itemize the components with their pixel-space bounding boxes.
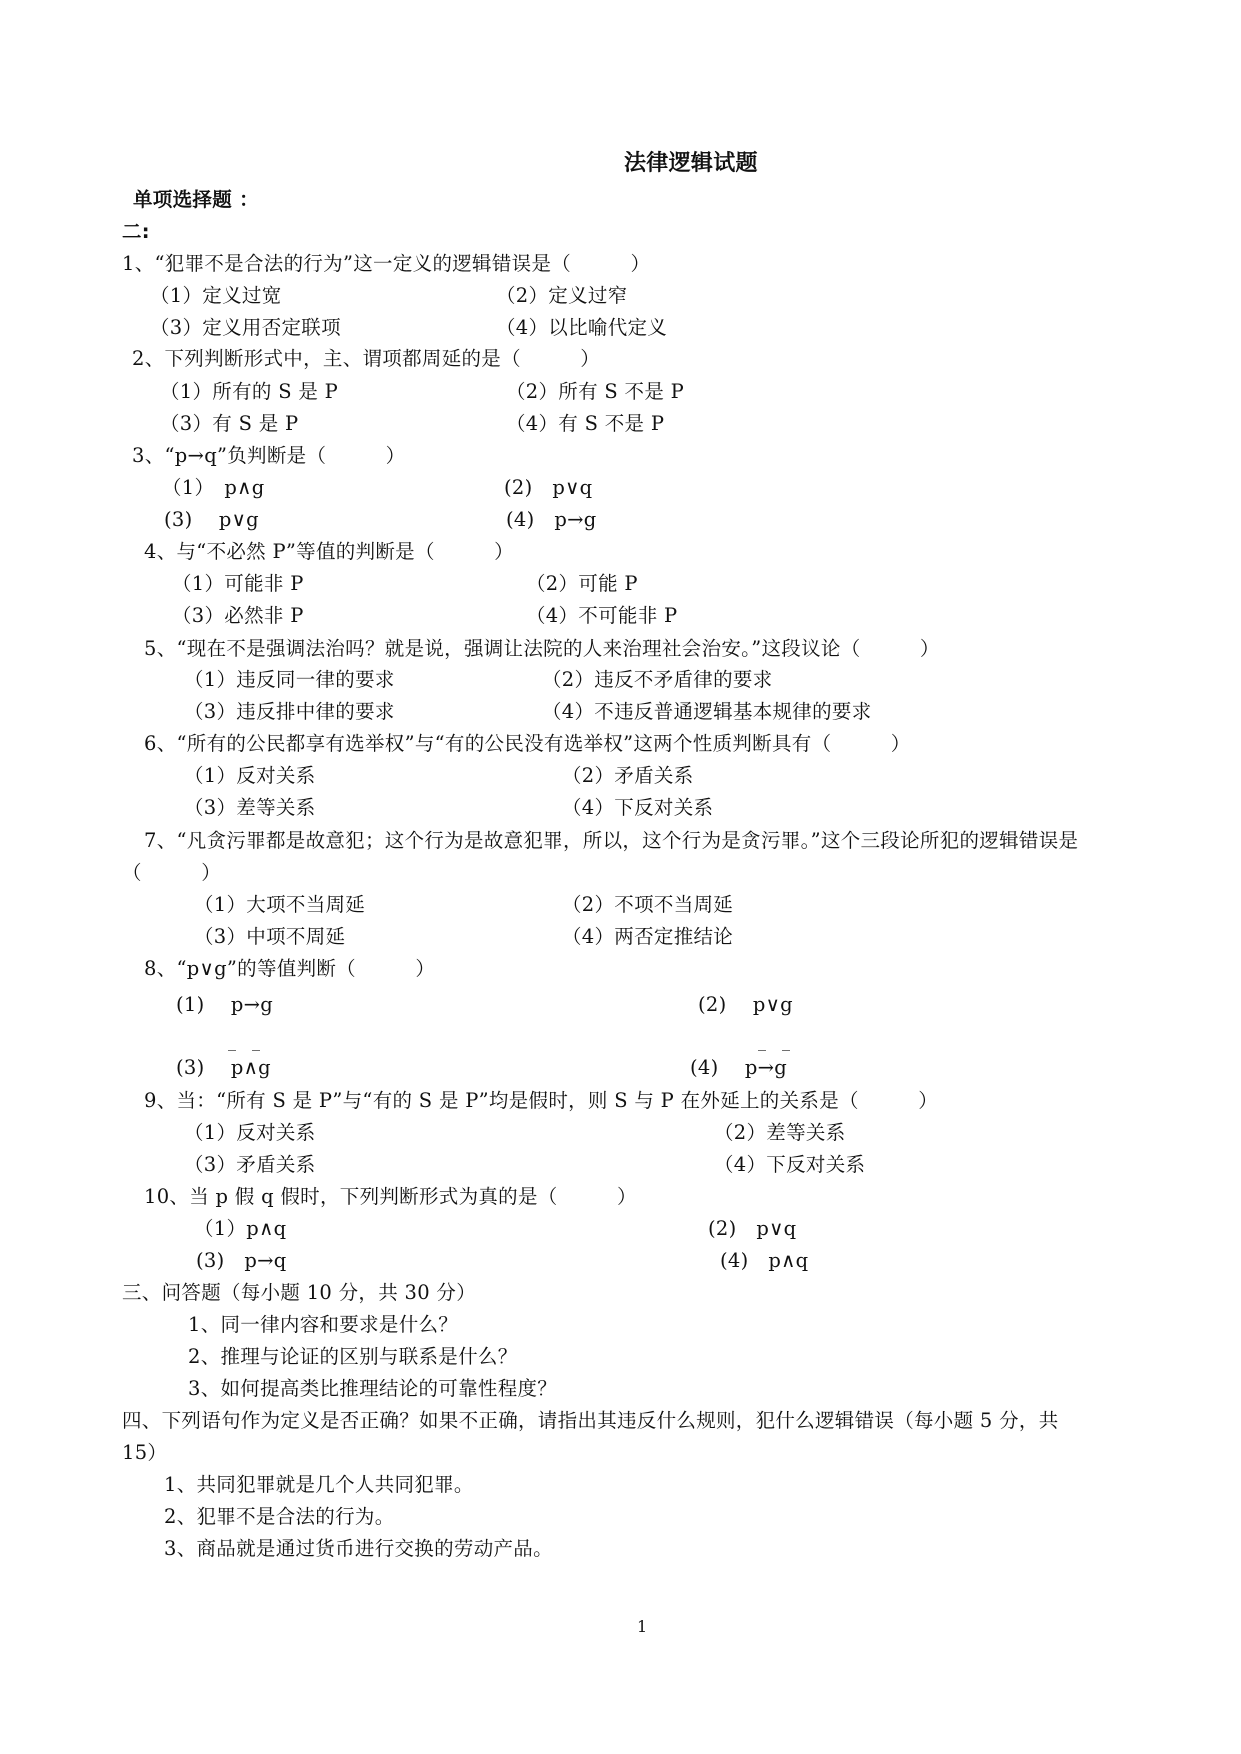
question-5-option-3: （3）违反排中律的要求 [184,700,395,723]
section-3-item: 3、如何提高类比推理结论的可靠性程度？ [188,1377,558,1400]
question-4-stem: 4、与“不必然 P”等值的判断是（ ） [144,540,514,563]
question-5-option-2: （2）违反不矛盾律的要求 [542,668,773,691]
question-8-option-4: (4) p→g [690,1056,788,1079]
section-4-item: 3、商品就是通过货币进行交换的劳动产品。 [164,1537,553,1560]
question-10-option-2: (2) p∨q [708,1217,797,1240]
question-2-option-2: （2）所有 S 不是 P [506,380,685,403]
question-10-option-3: (3) p→q [196,1249,287,1272]
question-5-stem: 5、“现在不是强调法治吗？就是说，强调让法院的人来治理社会治安。”这段议论（ ） [144,637,940,660]
question-4-option-4: （4）不可能非 P [526,604,678,627]
question-1-stem: 1、“犯罪不是合法的行为”这一定义的逻辑错误是（ ） [122,252,651,275]
question-10-stem: 10、当 p 假 q 假时，下列判断形式为真的是（ ） [144,1185,637,1208]
question-7-option-1: （1）大项不当周延 [194,893,366,916]
question-7-stem: 7、“凡贪污罪都是故意犯；这个行为是故意犯罪，所以，这个行为是贪污罪。”这个三段论所犯的逻辑错误是 [144,829,1079,852]
question-7-option-3: （3）中项不周延 [194,925,346,948]
question-9-option-1: （1）反对关系 [184,1121,316,1144]
question-3-stem: 3、“p→q”负判断是（ ） [132,444,406,467]
question-10-option-4: (4) p∧q [720,1249,809,1272]
question-3-option-3: (3) p∨g [164,508,259,531]
question-8-stem: 8、“p∨g”的等值判断（ ） [144,957,436,980]
question-5-option-1: （1）违反同一律的要求 [184,668,395,691]
question-9-stem: 9、当：“所有 S 是 P”与“有的 S 是 P”均是假时，则 S 与 P 在外延上的关系是（ ） [144,1089,939,1112]
negation-bars-right: _ _ [758,1032,791,1051]
question-6-option-2: （2）矛盾关系 [562,764,694,787]
section-4-heading: 四、下列语句作为定义是否正确？如果不正确，请指出其违反什么规则，犯什么逻辑错误（每小题 5 分，共 [122,1409,1059,1432]
page-title: 法律逻辑试题 [624,151,758,176]
question-7-stem-continued: （ ） [122,861,222,884]
question-1-option-2: （2）定义过窄 [496,284,628,307]
question-9-option-2: （2）差等关系 [714,1121,846,1144]
question-8-option-1: (1) p→g [176,993,274,1016]
question-9-option-3: （3）矛盾关系 [184,1153,316,1176]
question-5-option-4: （4）不违反普通逻辑基本规律的要求 [542,700,872,723]
question-7-option-2: （2）不项不当周延 [562,893,734,916]
question-6-stem: 6、“所有的公民都享有选举权”与“有的公民没有选举权”这两个性质判断具有（ ） [144,732,911,755]
question-6-option-3: （3）差等关系 [184,796,316,819]
section-label: 单项选择题 ： [133,188,259,211]
section-3-item: 2、推理与论证的区别与联系是什么？ [188,1345,518,1368]
question-1-option-3: （3）定义用否定联项 [150,316,341,339]
question-8-option-3: (3) p∧g [176,1056,271,1079]
question-2-option-1: （1）所有的 S 是 P [160,380,339,403]
question-3-option-2: (2) p∨q [504,476,593,499]
question-2-stem: 2、下列判断形式中，主、谓项都周延的是（ ） [132,347,601,370]
question-1-option-4: （4）以比喻代定义 [496,316,668,339]
section-3-heading: 三、问答题（每小题 10 分，共 30 分） [122,1281,477,1304]
negation-bars-left: _ _ [228,1032,261,1051]
question-3-option-4: (4) p→g [506,508,597,531]
section-4-heading-continued: 15） [122,1441,168,1464]
question-1-option-1: （1）定义过宽 [150,284,282,307]
question-8-option-2: (2) p∨g [698,993,793,1016]
section-3-item: 1、同一律内容和要求是什么？ [188,1313,459,1336]
question-4-option-3: （3）必然非 P [172,604,304,627]
question-10-option-1: （1）p∧q [194,1217,287,1240]
question-3-option-1: （1） p∧g [162,476,265,499]
section-4-item: 2、犯罪不是合法的行为。 [164,1505,395,1528]
question-9-option-4: （4）下反对关系 [714,1153,866,1176]
question-2-option-4: （4）有 S 不是 P [506,412,665,435]
page-number: 1 [637,1617,648,1636]
question-2-option-3: （3）有 S 是 P [160,412,299,435]
section-number: 二: [122,220,150,243]
question-4-option-2: （2）可能 P [526,572,638,595]
question-4-option-1: （1）可能非 P [172,572,304,595]
section-4-item: 1、共同犯罪就是几个人共同犯罪。 [164,1473,474,1496]
question-7-option-4: （4）两否定推结论 [562,925,734,948]
question-6-option-1: （1）反对关系 [184,764,316,787]
question-6-option-4: （4）下反对关系 [562,796,714,819]
